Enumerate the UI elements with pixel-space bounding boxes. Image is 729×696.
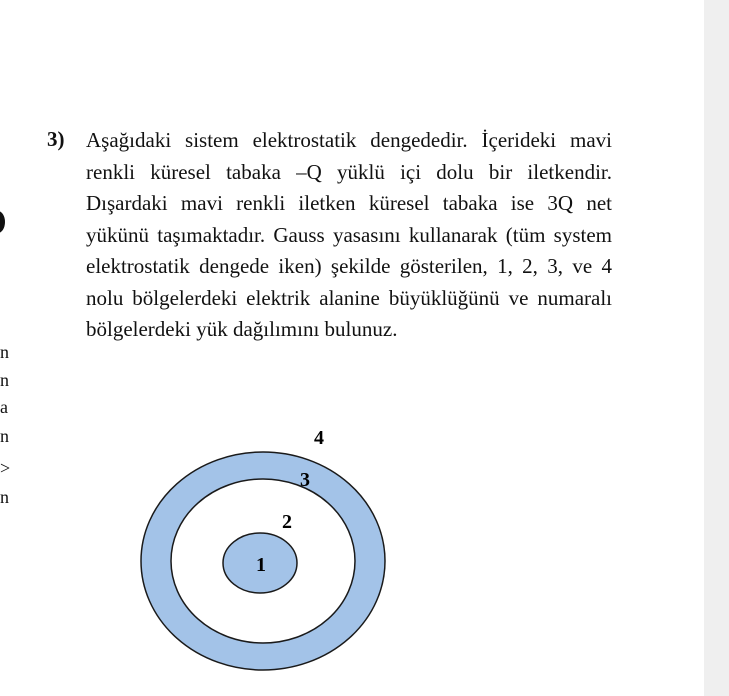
cut-off-letter: >: [0, 458, 11, 478]
region-label-3: 3: [300, 469, 310, 491]
region-label-4: 4: [314, 427, 324, 449]
question-number: 3): [47, 127, 65, 151]
cut-off-letter: a: [0, 397, 8, 417]
region-label-1: 1: [256, 554, 266, 576]
cut-off-letter: n: [0, 426, 9, 446]
region-label-2: 2: [282, 511, 292, 533]
cut-off-letter: n: [0, 487, 9, 507]
cut-off-letter: n: [0, 342, 9, 362]
cut-off-letter: n: [0, 370, 9, 390]
question-text: Aşağıdaki sistem elektrostatik dengededir. İçerideki mavi renkli küresel tabaka –Q yüklü içi dolu bir iletkendir. Dışardaki mavi renkli iletken küresel tabaka ise 3Q net yükünü taşımaktadır. Gauss yasasını kullanarak (tüm system elektrostatik dengede iken) şekilde gösterilen, 1, 2, 3, ve 4 nolu bölgelerdeki elektrik alanine büyüklüğünü ve numaralı bölgelerdeki yük dağılımını bulunuz.: [86, 128, 612, 341]
